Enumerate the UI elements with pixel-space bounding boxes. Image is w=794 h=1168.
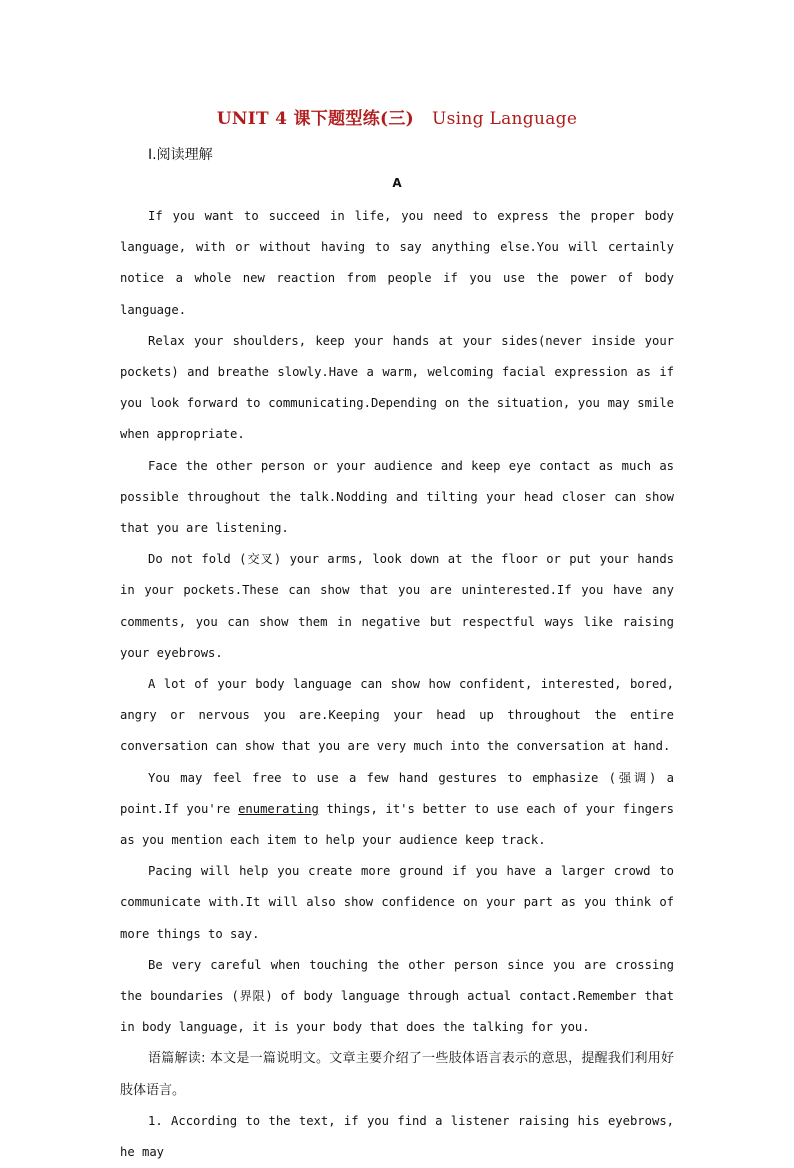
- paragraph-1: If you want to succeed in life, you need to express the proper body language, with or without having to say anything else.You will certainly notice a whole new reaction from people if you use the power of body language.: [120, 209, 674, 317]
- paragraph-5: A lot of your body language can show how confident, interested, bored, angry or nervous you are.Keeping your head up throughout the entire conversation can show that you are very much into the conversation at hand.: [120, 677, 674, 754]
- paragraph-4: Do not fold (交叉) your arms, look down at the floor or put your hands in your pockets.These can show that you are uninterested.If you have any comments, you can show them in negative but respectful ways like raising your eyebrows.: [120, 552, 674, 660]
- title-english: Using Language: [432, 109, 578, 129]
- paragraph-6-end: things, it's better to use each of your fingers as you mention each item to help your audience keep track.: [120, 801, 675, 848]
- paragraph-6: [120, 763, 674, 857]
- paragraph-8: Be very careful when touching the other person since you are crossing the boundaries (界限) of body language through actual contact.Remember that in body language, it is your body that does the talking for you.: [120, 957, 674, 1035]
- page-title: [0, 104, 794, 129]
- passage-body: [120, 201, 674, 1168]
- paragraph-2: Relax your shoulders, keep your hands at your sides(never inside your pockets) and breathe slowly.Have a warm, welcoming facial expression as if you look forward to communicating.Depending on the situation, you may smile when appropriate.: [120, 333, 674, 442]
- section-heading: Ⅰ.阅读理解: [148, 147, 213, 163]
- paragraph-3: Face the other person or your audience and keep eye contact as much as possible throughout the talk.Nodding and tilting your head closer can show that you are listening.: [120, 458, 674, 536]
- passage-label: A: [392, 176, 402, 190]
- title-chinese: UNIT 4 课下题型练(三): [216, 109, 414, 129]
- underlined-word: enumerating: [238, 801, 319, 816]
- paragraph-6-start: You may feel free to use a few hand gestures to emphasize (强调) a point.If you're: [120, 770, 674, 816]
- paragraph-7: Pacing will help you create more ground if you have a larger crowd to communicate with.It will also show confidence on your part as you think of more things to say.: [120, 864, 674, 941]
- question-1: 1. According to the text, if you find a listener raising his eyebrows, he may: [120, 1113, 674, 1160]
- passage-analysis: 语篇解读: 本文是一篇说明文。文章主要介绍了一些肢体语言表示的意思，提醒我们利用好肢体语言。: [120, 1051, 674, 1098]
